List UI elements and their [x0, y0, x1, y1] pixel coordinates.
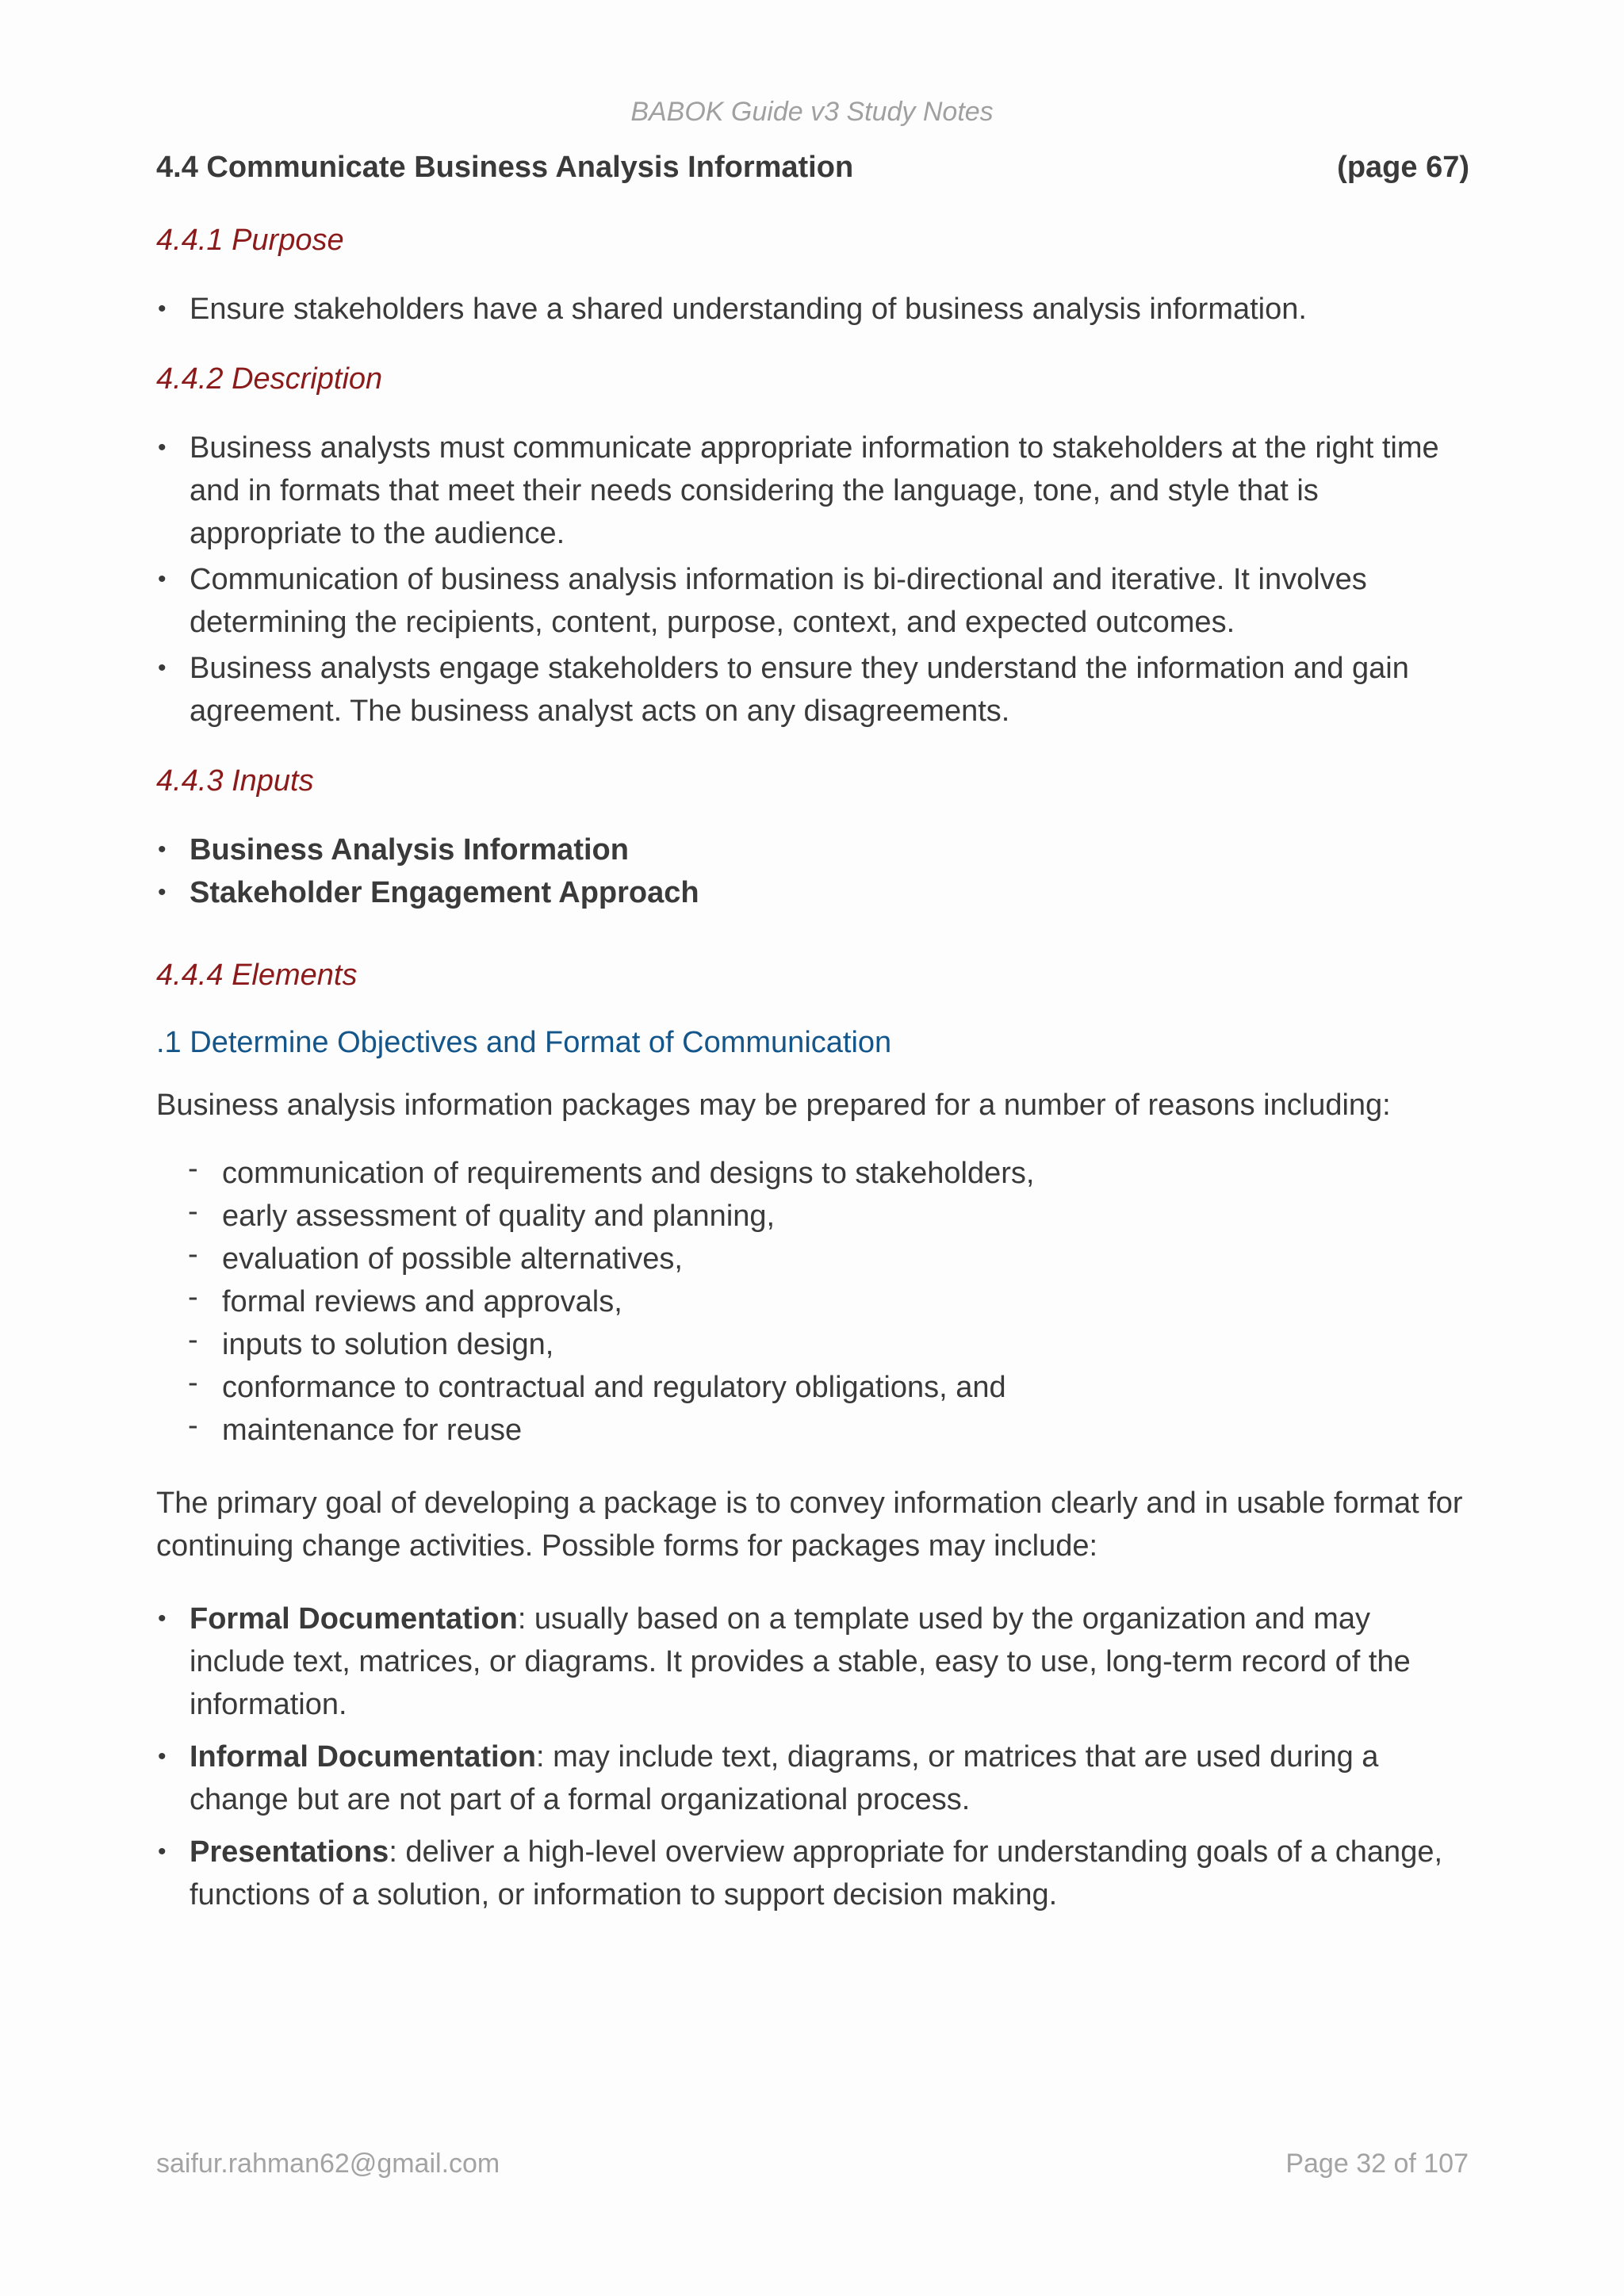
- bullet-icon: •: [158, 1839, 167, 1865]
- list-item: - evaluation of possible alternatives,: [156, 1238, 1469, 1280]
- element-1-title: .1 Determine Objectives and Format of Communication: [156, 1026, 892, 1059]
- bullet-icon: •: [158, 879, 167, 905]
- forms-list: [156, 1598, 1469, 1916]
- running-header: BABOK Guide v3 Study Notes: [630, 97, 994, 127]
- page-content: [156, 151, 1469, 1916]
- list-item: • Stakeholder Engagement Approach: [156, 871, 1469, 914]
- section-title-row: [156, 151, 1469, 192]
- reasons-list: [156, 1152, 1469, 1452]
- bullet-icon: •: [158, 1743, 167, 1770]
- list-item: - conformance to contractual and regulatory obligations, and: [156, 1366, 1469, 1409]
- purpose-heading: 4.4.1 Purpose: [156, 224, 344, 257]
- bullet-icon: •: [158, 655, 167, 681]
- list-item: - formal reviews and approvals,: [156, 1280, 1469, 1323]
- dash-icon: -: [188, 1152, 198, 1185]
- description-heading: 4.4.2 Description: [156, 362, 383, 396]
- bullet-icon: •: [158, 296, 167, 322]
- list-item: • Business analysts engage stakeholders to ensure they understand the information and gain agreement. The business analyst acts on any disagreements.: [156, 647, 1469, 733]
- elements-heading: 4.4.4 Elements: [156, 959, 358, 992]
- section-title: 4.4 Communicate Business Analysis Information: [156, 151, 854, 184]
- description-list: [156, 427, 1469, 733]
- list-item: - early assessment of quality and planning,: [156, 1195, 1469, 1238]
- dash-icon: -: [188, 1323, 198, 1357]
- page-reference: (page 67): [1337, 151, 1469, 184]
- bullet-icon: •: [158, 566, 167, 592]
- list-item: • Formal Documentation: usually based on a template used by the organization and may include text, matrices, or diagrams. It provides a stable, easy to use, long-term record of the information.: [156, 1598, 1469, 1726]
- list-item: - maintenance for reuse: [156, 1409, 1469, 1452]
- list-item: • Business analysts must communicate appropriate information to stakeholders at the right time and in formats that meet their needs considering the language, tone, and style that is appropriate to the audience.: [156, 427, 1469, 555]
- bullet-icon: •: [158, 434, 167, 461]
- list-item: • Ensure stakeholders have a shared understanding of business analysis information.: [156, 288, 1469, 331]
- dash-icon: -: [188, 1409, 198, 1442]
- dash-icon: -: [188, 1238, 198, 1271]
- dash-icon: -: [188, 1280, 198, 1314]
- element-1-goal: The primary goal of developing a package is to convey information clearly and in usable format for continuing change activities. Possible forms for packages may include:: [156, 1487, 1463, 1563]
- inputs-list: [156, 828, 1469, 914]
- list-item: • Informal Documentation: may include text, diagrams, or matrices that are used during a change but are not part of a formal organizational process.: [156, 1735, 1469, 1821]
- list-item: • Communication of business analysis information is bi-directional and iterative. It involves determining the recipients, content, purpose, context, and expected outcomes.: [156, 558, 1469, 644]
- footer-email: saifur.rahman62@gmail.com: [156, 2149, 500, 2179]
- element-1-intro: Business analysis information packages may be prepared for a number of reasons including:: [156, 1089, 1391, 1122]
- footer-page-number: Page 32 of 107: [1285, 2149, 1469, 2179]
- list-item: • Presentations: deliver a high-level overview appropriate for understanding goals of a change, functions of a solution, or information to support decision making.: [156, 1831, 1469, 1916]
- list-item: • Business Analysis Information: [156, 828, 1469, 871]
- inputs-heading: 4.4.3 Inputs: [156, 764, 314, 798]
- list-item: - inputs to solution design,: [156, 1323, 1469, 1366]
- list-item: - communication of requirements and designs to stakeholders,: [156, 1152, 1469, 1195]
- dash-icon: -: [188, 1366, 198, 1399]
- bullet-icon: •: [158, 1605, 167, 1632]
- bullet-icon: •: [158, 836, 167, 863]
- purpose-list: [156, 288, 1469, 331]
- dash-icon: -: [188, 1195, 198, 1228]
